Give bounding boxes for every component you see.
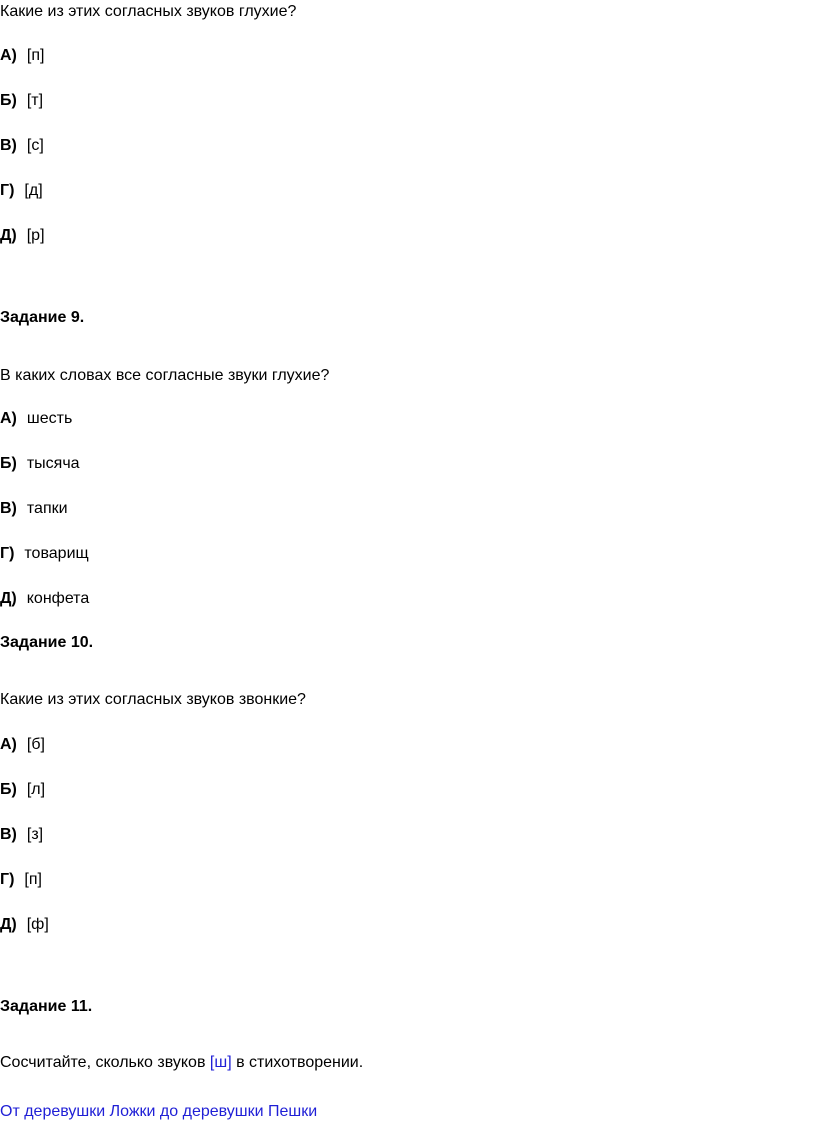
option-text: [п] (26, 47, 45, 64)
q9-option-b (0, 454, 80, 474)
option-letter: Д) (0, 916, 17, 933)
q9-option-c (0, 499, 68, 519)
q8-option-d (0, 181, 43, 201)
option-text: тысяча (26, 455, 80, 472)
option-letter: В) (0, 500, 17, 517)
q10-option-d (0, 870, 42, 890)
q11-sound: [ш] (209, 1054, 232, 1071)
option-text: товарищ (24, 545, 89, 562)
q8-option-c (0, 136, 44, 156)
q8-question: Какие из этих согласных звуков глухие? (0, 3, 297, 20)
option-letter: А) (0, 410, 17, 427)
option-text: шесть (26, 410, 73, 427)
option-letter: Б) (0, 781, 17, 798)
option-letter: Г) (0, 545, 15, 562)
q9-option-a (0, 409, 72, 429)
q10-option-e (0, 915, 49, 935)
option-letter: Д) (0, 227, 17, 244)
option-text: [ф] (26, 916, 49, 933)
q9-option-e (0, 589, 89, 609)
option-letter: В) (0, 137, 17, 154)
option-letter: Б) (0, 455, 17, 472)
q9-heading: Задание 9. (0, 309, 85, 326)
option-letter: Б) (0, 92, 17, 109)
option-text: [б] (26, 736, 45, 753)
option-text: [д] (24, 182, 43, 199)
q11-poem-line-1: От деревушки Ложки до деревушки Пешки (0, 1103, 318, 1120)
q8-option-e (0, 226, 45, 246)
option-letter: Г) (0, 871, 15, 888)
option-text: тапки (26, 500, 68, 517)
option-text: [р] (26, 227, 45, 244)
q11-heading: Задание 11. (0, 998, 93, 1015)
option-text: [п] (24, 871, 42, 888)
q11-question-after: в стихотворении. (236, 1054, 364, 1071)
q10-heading: Задание 10. (0, 634, 94, 651)
option-text: [с] (26, 137, 44, 154)
option-text: [з] (26, 826, 44, 843)
q9-question: В каких словах все согласные звуки глухие? (0, 367, 330, 384)
option-text: [л] (26, 781, 46, 798)
q10-option-c (0, 825, 43, 845)
q10-option-b (0, 780, 45, 800)
option-letter: Д) (0, 590, 17, 607)
option-letter: А) (0, 47, 17, 64)
option-letter: В) (0, 826, 17, 843)
q11-question (0, 1053, 363, 1073)
q8-option-b (0, 91, 43, 111)
q8-option-a (0, 46, 44, 66)
q10-question: Какие из этих согласных звуков звонкие? (0, 691, 306, 708)
option-text: конфета (26, 590, 90, 607)
q11-question-before: Сосчитайте, сколько звуков (0, 1054, 206, 1071)
option-letter: Г) (0, 182, 15, 199)
q9-option-d (0, 544, 89, 564)
option-letter: А) (0, 736, 17, 753)
option-text: [т] (26, 92, 44, 109)
q10-option-a (0, 735, 45, 755)
